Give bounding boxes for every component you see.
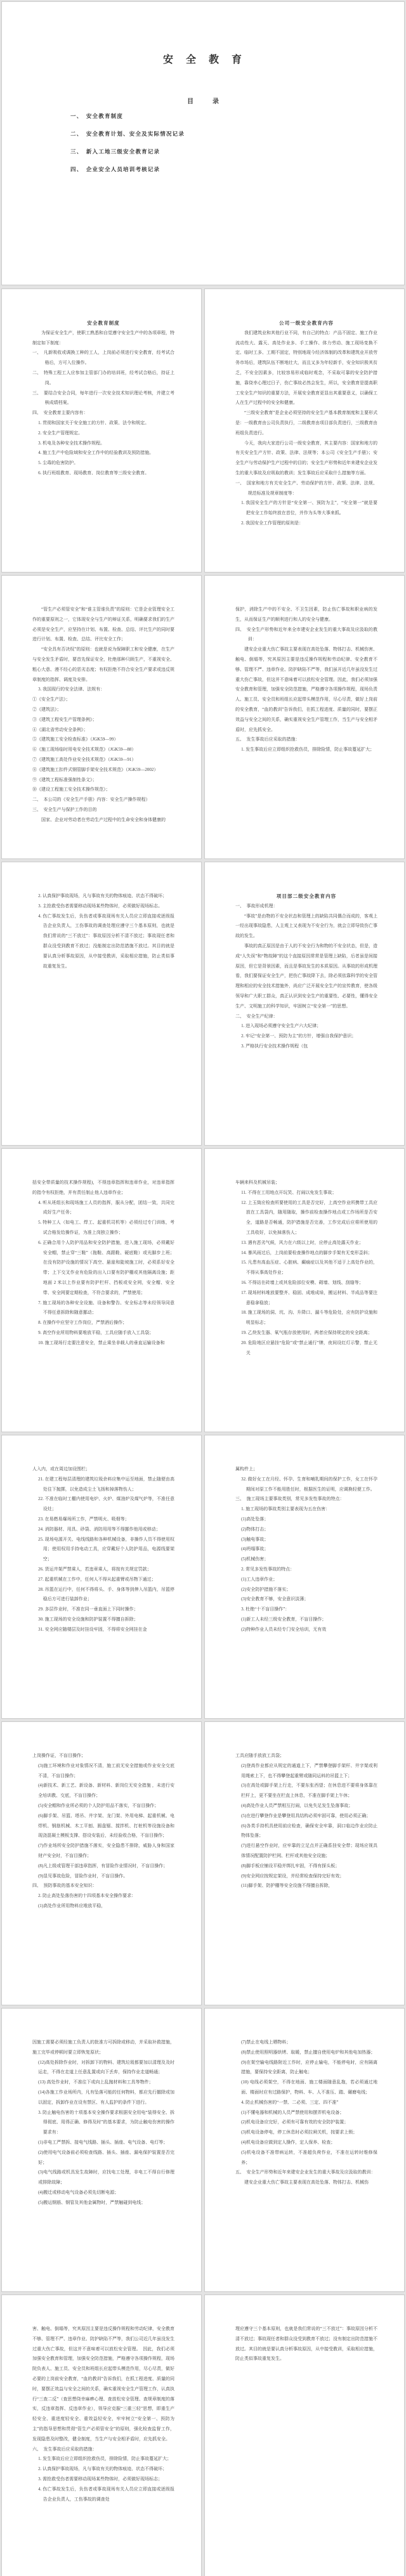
toc-item-3: 三、 新入工地三级安全教育记录 xyxy=(70,148,160,155)
text-block: 害、触电、倒塌等，究其原因主要是违反操作规程和劳动纪律，安全教育不够、管理不严、违章作业、防护缺陷不严等，我们公司近几年虽没发生过重大伤亡事故，但这并不意味着可以放松安全管理。 因此，我们必须加强安全教育和管理，加强安全防范措施，严格遵守各项操作规程，现场院负表人、施工员、安全员和班组长应起带头模范作用，尽心尽责，做好必要的上岗前安全教育，“血的教训”告诉我们，在抓工程进度、质量的同时，要摆正效益与安全之间的关系，确实重视安全生产管理工作，认真执行“三查二反”（查思想侥幸麻痹心理、查放松安全管理、查规章制度的落实，反违章指挥、反违章作业），领导应克服“三重三轻”思想，即重生产轻安全、重进度轻安全、重效益轻安全，牢牢树立“安全第一、预防为主”的指导思想和贯彻“管生产必须管安全”的原则，强化检查监督工作，发现隐患及时整改，健全制度，当生产与安全相矛盾时，应先抓安全。 xyxy=(32,2326,174,2442)
text-block: (2)安全防护措施不落实； xyxy=(241,1586,291,1592)
text-block: 一、 凡新吸收或调换工种的工人，上岗前必须进行安全教育，经考试合格后，方可入位操作。 xyxy=(32,350,174,366)
toc-item-4: 四、 企业安全人员培训考核记录 xyxy=(70,166,160,172)
text-block: ②《建筑法》； xyxy=(32,706,62,712)
text-block: (5)安全帽和作业所必须的个人防护用品不落实，不盲目操作； xyxy=(38,1803,159,1808)
document-title: 安 全 教 育 xyxy=(162,55,243,65)
text-block: (11)脚手架、防护棚等安全设施不得擅自拆除， xyxy=(241,1883,333,1889)
text-block: 我们建筑业和其他行业不同，有自己的特点：产品不固定、施工作业流动性大、露天、高处作业多、手工操作、体力劳动、施工现场变换不定、临时工多、工期不固定，特别地现今经济体制的改革和建筑业开放劳务市场后，建筑队伍不断地壮大，而且又多为年轻新手，安全知识极其贫乏，不安全因素多，比较容易形成临时观念，不采取可靠的安全防护措施，靠侥幸心理过日子，伤亡事故必然会发生，所以，安全教育是提高职工安全生产知识的重要方法，开展安全教育更显出其重要意义，以确保工人在生产过程中的安全和健康。 xyxy=(235,330,377,406)
text-block: 3. 严格执行安全技术操作规程（包 xyxy=(241,1043,308,1049)
text-block: 9. 高空作业所用物料要堆放平稳，工具应随手放入工具袋； xyxy=(38,1330,154,1335)
text-block: (4)坍塌事故； xyxy=(241,1546,269,1552)
text-block: 5. 特种工人（如电工、焊工、起重机司机等）必须经过专门训练，考试合格发给操作证，为准上岗独立操作； xyxy=(38,1220,174,1235)
text-block: 30. 施工现场的安全设施和防护装置不得擅自拆除； xyxy=(38,1616,138,1622)
text-block: (3)在高处或脚手架上行走，不要东张西望；在休息进不要将身体靠在栏杆上，更不要坐在栏直上休息，不准在脚手架上午休； xyxy=(241,1783,377,1799)
text-block: (2)使用电气设备前必须检查线路、插头、插座、漏电保护装置是否完好； xyxy=(38,2149,174,2165)
text-block: (7)进行悬空作业时，应牢靠的立足点并正确系挂安全带；现场应视具体情况配置防护栏网、栏杆或其他安全设施； xyxy=(241,1843,377,1858)
text-block: (7)禁止在电线上晒物料； xyxy=(241,2040,291,2045)
text-block: 28. 吊篮在运行中，任何不得将头、手、身体等到伸入吊篮内，吊篮停稳后方可进行装卸作业； xyxy=(38,1586,174,1602)
text-block: 6. 执行班组教育、现场教育、岗位教育等三级安全教育。 xyxy=(38,470,150,476)
page-heading: 安全教育制度 xyxy=(87,320,120,326)
text-block: (7)作业场所安全防护措施不落实，安全隐患不排除，威胁人身和国家财产安全时，不盲目操作； xyxy=(38,1843,174,1858)
text-block: 3. 我国现行的安全法律、法规有： xyxy=(38,687,105,692)
text-block: (5)机械伤害； xyxy=(241,1557,269,1562)
text-block: 保护，消除生产中的不安全、不卫生因素，防止伤亡事故和职业病的发生，从而保证生产的顺利进行和人的安全与健康。 xyxy=(235,607,377,622)
text-block: (1)非电工严禁拆、接电气线路、插头、插座、电气设备、电灯等； xyxy=(38,2139,168,2145)
text-block: 21. 在建工程每层清理的建筑垃圾余料应集中运至地面，禁止随便由高处往下抛掷，以免造成尘土飞扬和掉落物伤人； xyxy=(38,1476,174,1492)
text-block: 8. 在操作中应坚守工作岗位，严禁酒后操作； xyxy=(38,1320,128,1326)
text-block: (13) 高处作业时，不准往下或向上乱抛材料和工具等物件； xyxy=(38,2080,154,2085)
text-block: 四、 安全生产形势和近年来全市建安企业发生的重大事故及应汲取的教训： xyxy=(235,626,377,642)
text-block: 1. 发生事故后应立即组织抢救伤员，排除险情，防止事故蔓延扩大； xyxy=(38,2456,172,2462)
text-block: ⑤《建筑施工安全检查标准》（JGK59—99） xyxy=(32,737,119,742)
text-block: 四、 安全教育主要内容有： xyxy=(32,410,88,416)
text-block: 3. 需抢救受伤者需要移动现场某些物体时，必须做好现场标志； xyxy=(38,2476,163,2482)
text-block: 1. 施工现场的事故类别主要表现为五在伤害： xyxy=(241,1506,331,1512)
text-block: 1. 发生事故后应立即组织抢救伤员，排除险情，防止事故蔓延扩大； xyxy=(241,747,375,753)
text-block: (1)不懂电器和机械的人员严禁使用和摆弄机电设备； xyxy=(241,2109,344,2115)
text-block: (9)显见事故危险，冒险作业时，不盲目操作。 xyxy=(38,1873,128,1879)
page-13 xyxy=(204,1721,405,2005)
toc-title: 目 录 xyxy=(187,98,219,105)
text-block: 事故的真正原因是由于人的不安全行为和物的不安全状态，但是，造成“人失误”和“物故障”的这个直接原因常常是管理上缺陷，后者虽是间接原因，但它是背景因素，而且是事故发生的本质原因。从事故的形成机理看，我们要保证安全生产，把伤亡事故降下去，除必须依靠科学的安全管理和相应的安全技术措施外，尚应广泛开展安全生产的宣传教育，使各级领导和广大职工群众，真正认识到安全生产的重要性、必要性，懂得安全生产、文明施工的科学知识，牢固树立“安全第一”的思想。 xyxy=(235,943,377,1009)
text-block: 1. 贯彻和国家关于安全施工的方针、政策、法令和规定。 xyxy=(38,420,150,425)
text-block: 属构件上； xyxy=(235,1466,258,1472)
text-block: 五、 发生事故后应采取的措施： xyxy=(235,737,300,742)
text-block: 29. 多层作业时，不准在同一垂直面上下同时操作； xyxy=(38,1607,138,1612)
page-6 xyxy=(1,862,202,1146)
text-block: ⑥《施工现场临时用电安全技术规范》（JGK59—88） xyxy=(32,747,136,753)
text-block: 11. 不得在工用地点开玩笑、打闹以免发生事故； xyxy=(241,1189,337,1195)
page-heading: 公司一级安全教育内容 xyxy=(279,320,334,326)
text-block: (1)高处作业所用物料应堆放平稳， xyxy=(38,1903,106,1908)
text-block: 23. 在易燃易爆场所工作，严禁明火、吸烟等； xyxy=(38,1516,129,1522)
page-11 xyxy=(204,1435,405,1719)
text-block: 19. 乙炔发生器、氧气瓶存放使用时，两者应保持规定的安全距离； xyxy=(241,1330,372,1335)
text-block: (6)各类手持机具使用前应检查，确保安全牢靠，洞口临边作业应防止物体坠落； xyxy=(241,1823,377,1839)
page-14 xyxy=(1,2008,202,2292)
text-block: 一、 国家和地方有关安全生产、劳动保护的方针、政策、法律、法规、规范标准及规章制度等： xyxy=(235,480,377,496)
text-block: (3)电气线路或机具发生故障时，应找电工处理，非电工不得自行修理或排除故障； xyxy=(38,2170,174,2185)
text-block: 20. 危险地区应悬挂“危险”或“禁止通行”牌，夜间设红灯示警，禁止无关 xyxy=(241,1340,377,1356)
text-block: (3)安全教育不够，安全意识淡薄； xyxy=(241,1596,309,1602)
text-block: 车辆来科及机械吊装； xyxy=(235,1180,280,1185)
text-block: (1)新工人未经三级安全教育，不盲目操作； xyxy=(241,1616,327,1622)
text-block: 31. 安全网应随楼层及时挂设牢固，不得将安全网挂在金 xyxy=(38,1626,147,1632)
page-8 xyxy=(1,1148,202,1432)
text-block: “三级安全教育”是企业必须坚持的安全生产基本教育制度和主要形式是：一级教育由公司负责执行，二级教育由项目部负责进行，三级教育由班组负责进行。 xyxy=(235,410,377,436)
text-block: (12)高处拆除作业时，对拆卸下的物料、建筑垃圾都要加以清理及及时运走，不得在走道上任意乱置或向下丢弃，保持作业走道畅通； xyxy=(38,2059,174,2075)
text-block: 2. 我国安全工作管理的原则是： xyxy=(241,520,304,526)
text-block: 二、 特殊工程工人应参加主管部门办的培训班，经考试合格后，持证上岗。 xyxy=(32,370,174,385)
text-block: ④《湖北省劳动安全条例》； xyxy=(32,727,88,732)
text-block: (3)施工环境和作业对象情况不清，施工前无安全措施或作业安全交底不清，不盲目操作； xyxy=(38,1763,174,1778)
text-block: 5. 尘毒的危害防护。 xyxy=(38,460,79,466)
text-block: 10. 施工现场行走要注意安全，禁止乘坐非载人的垂直运输设备和 xyxy=(38,1340,165,1345)
text-block: (10) 电线必须架空，不得在地面、施工楼面随意乱拖，若必须通过地面、楼面时应有过路保护，物料、车、人不准压、踏、碾磨电线； xyxy=(241,2080,377,2095)
text-block: 2. 安全生产管理规定。 xyxy=(38,430,83,436)
text-block: (3)机电设备停电，停工休息时必须拉闸关机，按要求上锁； xyxy=(241,2130,358,2135)
text-block: 一、 事故形成机理： xyxy=(235,903,278,909)
text-block: ①《安全生产法》； xyxy=(32,697,70,702)
text-block: 6. 正确合用个人防护用品和安全防护措施，进入施工现场，必须戴好安全帽，禁止穿“三鞋”（拖鞋、高跟鞋、硬底鞋）或光脚步上班；在没有防护设施的情况下高空、悬崖和陡坡施工时，必须系好安全带；上下交叉作业有危险的出入口要有防护棚或其他隔离设施；距地面 2 米以上作业要有防护栏杆、挡板或安全网，安全帽、安全带、安全网要定期检查，不符合要求的，严禁使用； xyxy=(38,1239,174,1295)
text-block: (4)新技术、新工艺、新设备、新材料、新岗位无安全措施 ，未进行安全培训教、交底，不盲目操作； xyxy=(38,1783,174,1799)
text-block: “事故”是由物的不安全状态和管理上的缺陷共同偶合而成的，客观上一经出现事故隐患，人主观上又表现为不安全行为，就会立即导致伤亡事故的发生。 xyxy=(235,913,377,939)
text-block: 3. 杜绝“十不盲目操作”： xyxy=(241,1607,290,1612)
text-block: 因施工需要必须经施工负责人的批准方可拆除或移动，并采取补救措施，施工完毕或停顿时要立即恢复原状； xyxy=(32,2040,174,2055)
text-block: 今天，我向大家进行公司一级安全教育，其主要内容：国家和地方的有关安全生产方针、政策、法律、法规等；本公司《安全生产手册》；安全生产与劳动保护生产过程中的目的；安全生产形势和近年来建安企业发生的重大事故及应吸取的教训；发生事故后应采取什么措施等方面。 xyxy=(235,440,377,476)
table-of-contents xyxy=(70,107,379,178)
text-block: 14. 暴风雨过后，上岗前要检查操作地点的脚步手架有无变形歪斜； xyxy=(241,1250,372,1255)
page-9 xyxy=(204,1148,405,1432)
text-block: 二、 安全生产纪律： xyxy=(235,1013,278,1019)
text-block: 4. 听从班组长和现场施工人员的指挥，服从分配，团结一致，共同完成好生产任务； xyxy=(38,1200,174,1215)
text-block: 理应遵守三个基本原则，也就是我们常说的“三不放过”：事故原因分析不清不放过；事故现任者和群众没受到教育不放过；没有制定出防范措施不放过。其目的就是要认真分析事故原因，从中接受教训，采取相应措施，防止类似事故重复发生。 xyxy=(235,2326,377,2362)
text-block: ⑨《建筑工程标准强制性条文》； xyxy=(32,777,97,782)
text-block: 1. 我国安全生产的方针是“安全第一、预防为主”，“安全第一”就是要把安全工作始终放在首位，并作为头等大事来抓。 xyxy=(241,500,377,516)
text-block: “管生产必须管安全”和“谁主管谁负责”的原则：它是企业管理安全工作的重要原则之一，它体现安全与生产的辩证关系，明确要求我们的生产必须是安全生产，应坚持在计划、布置、检查、总结、评比生产的同时要进行计划、布置、检查、总结、评比安全工作； xyxy=(32,607,174,642)
text-block: (4)高处作业人员严禁相互打闹，以免失足发生坠落事故； xyxy=(241,1803,353,1808)
text-block: (8)脚手板应铺设平稳并绑扎牢固，不得有探头板； xyxy=(241,1863,340,1868)
text-block: 4. 施工生产中危险域和安全工作中的经验教训及预防措施。 xyxy=(38,450,154,456)
text-block: 国家、企业对劳动者在劳动生产过程中的生命安全和身体健康的 xyxy=(41,817,166,822)
text-block: 4. 伤亡事故发生后，负伤者或事故现场有关人员应立即直接或逐级报告企业负责人，工伤事故的调查处理应遵守三个基本原则，也就是我们常说的“三不放过”：事故原因分析不清不放过；事故现任者和群众没受到教育不放过；没能制定出防范措施不放过。其目的就是要认真分析事故原因，从中接受教训，采取相应措施，防止类似事故重复发生。 xyxy=(38,913,174,969)
text-block: 建安企业重大伤亡事故主要表现在高处坠落、物体打击、机械伤害、触电、倒塌等，究其原因主要是违反操作规程和劳动纪律、安全教育不够、管理不严、违章作业、防护缺陷不严等，我们虽开近几年虽没发生过重大伤亡事故，但这并不意味着可以放松安全管理。因此，我们必须加强安全教育和管理，加强安全防范措施，严格遵守各项操作规程，现场负责人、施工员、安全员和班组长应起带头模范作用，尽心尽责，做好上岗前的安全教育，“血的教训”告诉我们，在抓工程进度、质量的同时，要摆正效益与安全之间的关系，确实重视安全生产管理工作，当生产与安全相矛盾时，应先抓安全。 xyxy=(235,647,377,732)
text-block: (5)搬运钢筋、钢管及其他金属物时，严禁触碰到电线； xyxy=(38,2199,146,2205)
page-3 xyxy=(204,288,405,573)
text-block: 工具应随手放放工具袋； xyxy=(235,1753,284,1758)
text-block: ③《建筑工程安生产管理条例》； xyxy=(32,716,97,722)
text-block: (2)登高作业都应从规定的通道上下，严禁攀登脚手架杆、井字架或利用绳索上下，也不得攀登起重臂或随同运料的吊篮上下； xyxy=(241,1763,377,1778)
text-block: 3. 主抢救受伤者需要移动现场某些物体时，必须做好现场标志。 xyxy=(38,903,163,909)
pages-grid xyxy=(0,288,406,2576)
text-block: 25. 现场电源开关、电线线路和各种机械设备，非操作人员不得使用权用；使用权用手持电动工具，应穿戴好个人防护用品，电源线要架空； xyxy=(38,1536,174,1562)
text-block: 13. 遇有恶劣气候，风力在六级以上时，应停止高处露天作业； xyxy=(241,1239,363,1245)
text-block: 2. 牢记“安全第一、预防为主”的方针，增强自我保护意识； xyxy=(241,1033,357,1039)
text-block: (4)机电设备应做到定人操作，定人保养、检查； xyxy=(241,2139,336,2145)
page-5 xyxy=(204,575,405,859)
page-12 xyxy=(1,1721,202,2005)
text-block: 三、 施工现场主要事故类别，常见多发性事故的特点： xyxy=(235,1496,344,1502)
page-15 xyxy=(204,2008,405,2292)
page-16 xyxy=(1,2294,202,2576)
text-block: (2)特种作业人员未经专门安全培训，无有效 xyxy=(241,1626,327,1632)
text-block: 2. 防止高处坠落伤害的十四项基本安全操作要求： xyxy=(38,1893,136,1899)
text-block: 二、 本公司的《安全生产手册》内容：安全生产操作规程） xyxy=(32,797,150,803)
text-block: 16. 不得站在砖墙上或其危险部位安模、砌墙、划线、刮缝等； xyxy=(241,1279,363,1285)
text-block: ⑦《建筑施工高处作业安全技术规范》（JGK59—91） xyxy=(32,756,136,762)
text-block: 18. 施工现场的洞、坑、沟、升降口、漏斗等危险处，应有防护设施和明显标志； xyxy=(241,1310,377,1326)
text-block: 五、 安全生产形势和近年来建安企业发生的重大事故及应汲取的教训： xyxy=(235,2170,376,2175)
text-block: (14)各施工作业场所内，凡有坠落可能的任何物料，都应先行撤除或加以固定，拆卸作业在设有禁区、有人监护的条件下进行。 xyxy=(38,2089,174,2105)
text-block: 三、 要结合安全合同，每年进行一次安全技术知识理论考核，并建立考核成绩档案。 xyxy=(32,390,174,406)
text-block: 22. 不准在临时工棚内使用电炉、火炉、煤油炉及煤气炉等，不准任意设灶； xyxy=(38,1496,174,1512)
text-block: 27. 起重机械在工作中，任何人不得从起重臂或吊物下通过； xyxy=(38,1576,156,1582)
text-block: (5)机电设备不准带病运转，不准超负荷作业，不准在运转时维修保养； xyxy=(241,2149,377,2165)
text-block: 2. 常见多发性事故的特点： xyxy=(241,1566,295,1572)
page-cover xyxy=(1,1,405,285)
text-block: 4. 伤亡事故发生后，负伤者或事故现场有关人员应立即直接或逐级报告企业负责人，工伤事故的调查处 xyxy=(38,2486,174,2502)
text-block: (3)触电事故； xyxy=(241,1536,269,1542)
text-block: “安全具有否决权”的原则：也就是说为保障职工和安全健康，在生产与安全发生矛盾时，要首先保证安全，杜绝那种只顾生产，不重视安全、粗心大意、漫不经心的恶劣态度；有权拒绝不符合安全生产要求或违反规章制度的指挥、调度及安排。 xyxy=(32,647,174,682)
text-block: 为保证安全生产，使职工熟悉和自觉遵守安全生产中的各项章程，特制定如下制度： xyxy=(32,330,174,346)
text-block: (6)脚手架、吊篮、塔吊、井字架、龙门架、外用电梯、起重机械、电焊机、钢筋机械、木工平刨、圆盘锯、搅拌机、打桩机等设施设备和现浇混凝土模板支撑、搭设安装后，未经验收合格，不盲目操作； xyxy=(38,1813,174,1839)
text-block: 人入内，或在周边加设围栏； xyxy=(32,1466,90,1472)
text-block: 26. 货运井架严禁乘人，若违章乘人，将按有关规定罚款； xyxy=(38,1566,152,1572)
text-block: (4)搬迁或移动电气设备必须先切断电源； xyxy=(38,2189,119,2195)
text-block: 三、 安全生产与保护工作的目的 xyxy=(32,806,97,812)
page-10 xyxy=(1,1435,202,1719)
text-block: 12. 上玉筒应检查所要使用的工具是否完好，上高空作业所携带工具应放在工具袋内，随用随取，操作前检查操作地点或工作场所是否安全，道路是否畅通，防护措施是否完善，工作完成后应将所使用的工具收好，以免掉落伤人； xyxy=(241,1200,377,1235)
text-block: 32. 做好女工在月经、怀孕、生育和哺乳期间的保护工作，女工在怀孕期间对原工作不能用胜任时，根据医生的证明，应调换轻便工作。 xyxy=(241,1476,377,1492)
text-block: 3. 防止触电伤害的十项基本安全操作要求根据安全用电“装得安全、拆得彻底、用得正确、修得及时”的基本要求，为防止触电伤害的操作要求有： xyxy=(38,2109,174,2135)
text-block: 四、 预防事故的基本安全知识： xyxy=(32,1883,97,1889)
text-block: 上岗操作证，不盲目操作； xyxy=(32,1753,86,1758)
text-block: (1)高处坠落； xyxy=(241,1516,269,1522)
text-block: 括安全带质量的技术操作规程)，不得违章指挥和违章作业，对违章指挥的指令有权拒绝，并有责任制止他人违章作业； xyxy=(32,1180,174,1195)
toc-item-1: 一、 安全教育制度 xyxy=(70,113,124,119)
text-block: (2)机电设备应完好，必须有可靠有效的安全防护装置； xyxy=(241,2120,349,2125)
text-block: 4. 防止机械伤害的“一禁、二必须、三定、四不准” xyxy=(241,2099,339,2105)
page-heading: 项目部二级安全教育内容 xyxy=(276,893,337,899)
text-block: (8)凡上级或管理干部违章指挥，有冒险作业情况时，不盲目操作； xyxy=(38,1863,168,1868)
text-block: 六、 发生事故后应采取的措施： xyxy=(32,2446,97,2452)
text-block: (9)安全网应按规定架设，并经常检查保持完好有效； xyxy=(241,1873,344,1879)
text-block: 17. 现场材料堆放要整齐、稳固、成堆成垛，搬运材料、半成品等要注意稳拿稳放； xyxy=(241,1290,377,1305)
text-block: (9)在架空输电线路附近工作时，应停止输电，不能停电时，应有隔离措施，要保持安全距离，防止触电； xyxy=(241,2059,377,2075)
text-block: 建安企业重大伤亡事故主要表现在高处坠落、物体打击、机械伤 xyxy=(244,2180,369,2185)
toc-item-2: 二、 安全教育计划、安全及实际情况记录 xyxy=(70,131,185,137)
page-7 xyxy=(204,862,405,1146)
text-block: (2)物体打击； xyxy=(241,1526,269,1532)
text-block: 7. 施工现场的各种安全设施、设备和警告、安全标志等未经领导同意不得任意拆除和随意挪动； xyxy=(38,1300,174,1316)
text-block: (5)在进行攀登作业是攀登用具结构必须牢固可靠，使用必须正确； xyxy=(241,1813,371,1818)
text-block: 24. 消防器材、用具、砂袋、消防用用等不得挪作他用或移动； xyxy=(38,1526,160,1532)
text-block: 2. 认真保护事故现场，凡与事故有关的物体痕迹、状态不得破坏； xyxy=(38,893,167,898)
text-block: 2. 认真保护事故现场，凡与事故有关的物体痕迹、状态不得破坏； xyxy=(38,2466,167,2472)
text-block: ⑩《建设工程施工安全技术操作规范》； xyxy=(32,787,110,793)
text-block: 1. 进入现场必须遵守安全生产六大纪律； xyxy=(241,1023,322,1029)
page-17 xyxy=(204,2294,405,2576)
page-2 xyxy=(1,288,202,573)
text-block: (8)禁止使用照明器烘烤、取暖，禁止擅自使用电炉和其他电加热器； xyxy=(241,2049,376,2055)
text-block: (1)工人违章作业； xyxy=(241,1576,278,1582)
page-4 xyxy=(1,575,202,859)
text-block: 3. 机电及各种安全技术操作规程。 xyxy=(38,440,105,446)
text-block: ⑧《建筑施工扣件式钢管脚手架安全技术规范》（JGK59—2002） xyxy=(32,767,159,772)
text-block: 15. 凡患有高血压症、心脏病、癫痫症以及其他不适于上高处作业的，不得从事高处作业； xyxy=(241,1260,377,1276)
